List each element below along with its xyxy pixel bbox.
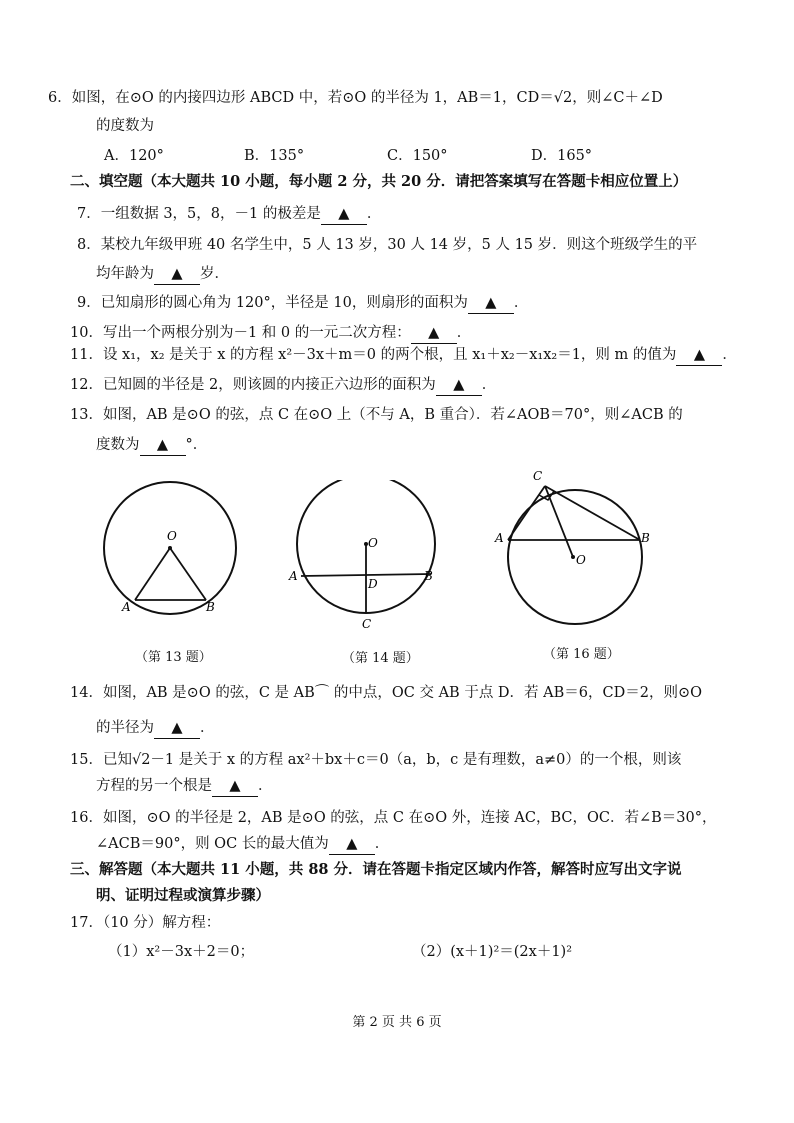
q15-line2 bbox=[96, 776, 273, 797]
q13-line1: 13．如图，AB 是⊙O 的弦，点 C 在⊙O 上（不与 A，B 重合）．若∠AOB＝70°，则∠ACB 的 bbox=[70, 407, 683, 423]
fig13-ob bbox=[170, 548, 206, 600]
fig14-caption: （第 14 题） bbox=[342, 651, 419, 666]
q14-end: ． bbox=[200, 720, 215, 736]
q11-answer-blank: ▲ bbox=[676, 345, 722, 366]
q6-option-a: A．120° bbox=[104, 148, 164, 164]
q10 bbox=[70, 323, 471, 344]
q11 bbox=[70, 345, 737, 366]
q6-option-c: C．150° bbox=[387, 148, 448, 164]
q10-answer-blank: ▲ bbox=[411, 323, 457, 344]
q13-end: °． bbox=[185, 437, 208, 453]
fig13-caption: （第 13 题） bbox=[135, 650, 212, 665]
fig13-oa bbox=[135, 548, 170, 600]
q7 bbox=[77, 204, 381, 225]
section-3-title: 三、解答题（本大题共 11 小题，共 88 分．请在答题卡指定区域内作答，解答时应写出文字说 bbox=[70, 861, 682, 878]
q17-title: 17．（10 分）解方程： bbox=[70, 915, 221, 931]
q8-line1: 8．某校九年级甲班 40 名学生中，5 人 13 岁，30 人 14 岁，5 人 15 岁．则这个班级学生的平 bbox=[77, 237, 698, 253]
q8-end: 岁． bbox=[200, 266, 229, 282]
fig16-label-b: B bbox=[641, 531, 650, 545]
q16-text: ∠ACB＝90°，则 OC 长的最大值为 bbox=[96, 836, 329, 852]
q7-answer-blank: ▲ bbox=[321, 204, 367, 225]
fig16-caption: （第 16 题） bbox=[543, 647, 620, 662]
q6-option-b: B．135° bbox=[244, 148, 305, 164]
fig14-label-d: D bbox=[368, 577, 378, 591]
fig16-label-a: A bbox=[495, 531, 504, 545]
q11-text: 11．设 x₁，x₂ 是关于 x 的方程 x²－3x＋m＝0 的两个根，且 x₁＋x₂－x₁x₂＝1，则 m 的值为 bbox=[70, 347, 677, 363]
q6-option-d: D．165° bbox=[531, 148, 593, 164]
fig14-label-a: A bbox=[289, 569, 298, 583]
fig13-label-a: A bbox=[122, 600, 131, 614]
q16-line2 bbox=[96, 834, 389, 855]
q10-end: ． bbox=[456, 325, 472, 341]
section-3-title-cont: 明、证明过程或演算步骤） bbox=[96, 887, 270, 904]
figure-16 bbox=[490, 464, 660, 634]
q9-text: 9．已知扇形的圆心角为 120°，半径是 10，则扇形的面积为 bbox=[77, 295, 468, 311]
fig14-label-c: C bbox=[362, 617, 372, 630]
q9 bbox=[77, 293, 528, 314]
q15-answer-blank: ▲ bbox=[212, 776, 258, 797]
page-footer: 第 2 页 共 6 页 bbox=[352, 1015, 442, 1030]
q13-answer-blank: ▲ bbox=[140, 435, 186, 456]
fig16-label-c: C bbox=[533, 469, 543, 483]
q12-answer-blank: ▲ bbox=[436, 375, 482, 396]
fig16-label-o: O bbox=[576, 553, 586, 567]
fig13-label-b: B bbox=[206, 600, 215, 614]
q8-text: 均年龄为 bbox=[96, 266, 154, 282]
q12 bbox=[70, 375, 496, 396]
q6-line2: 的度数为 bbox=[96, 118, 154, 134]
figure-13 bbox=[100, 478, 240, 618]
q9-answer-blank: ▲ bbox=[468, 293, 514, 314]
fig16-ac bbox=[508, 486, 545, 540]
q8-line2 bbox=[96, 264, 229, 285]
figure-14 bbox=[286, 480, 436, 630]
q15-end: ． bbox=[258, 778, 273, 794]
q8-answer-blank: ▲ bbox=[154, 264, 200, 285]
q6-line1: 6．如图，在⊙O 的内接四边形 ABCD 中，若⊙O 的半径为 1，AB＝1，CD＝√2，则∠C＋∠D bbox=[48, 90, 663, 106]
q17-part1: （1）x²－3x＋2＝0； bbox=[108, 944, 255, 960]
fig16-center-dot bbox=[571, 555, 575, 559]
fig16-oc bbox=[545, 486, 573, 557]
q16-answer-blank: ▲ bbox=[329, 834, 375, 855]
fig14-ab bbox=[301, 574, 431, 576]
q15-text: 方程的另一个根是 bbox=[96, 778, 212, 794]
q11-end: ． bbox=[722, 347, 737, 363]
q16-end: ． bbox=[374, 836, 390, 852]
q14-line2 bbox=[96, 718, 215, 739]
q14-answer-blank: ▲ bbox=[154, 718, 200, 739]
q7-end: ． bbox=[366, 206, 382, 222]
fig13-label-o: O bbox=[167, 529, 177, 543]
fig14-label-b: B bbox=[424, 569, 433, 583]
fig13-center-dot bbox=[168, 546, 172, 550]
q14-text: 的半径为 bbox=[96, 720, 154, 736]
q7-text: 7．一组数据 3，5，8，－1 的极差是 bbox=[77, 206, 321, 222]
q16-line1: 16．如图，⊙O 的半径是 2，AB 是⊙O 的弦，点 C 在⊙O 外，连接 AC，BC，OC．若∠B＝30°， bbox=[70, 810, 717, 826]
fig14-label-o: O bbox=[368, 536, 378, 550]
q15-line1: 15．已知√2－1 是关于 x 的方程 ax²＋bx＋c＝0（a，b，c 是有理数，a≠0）的一个根，则该 bbox=[70, 752, 682, 768]
q17-part2: （2）(x＋1)²＝(2x＋1)² bbox=[412, 944, 573, 960]
section-2-title: 二、填空题（本大题共 10 小题，每小题 2 分，共 20 分．请把答案填写在答题卡相应位置上） bbox=[70, 173, 688, 190]
q13-text: 度数为 bbox=[96, 437, 140, 453]
q13-line2 bbox=[96, 435, 207, 456]
q10-text: 10．写出一个两根分别为－1 和 0 的一元二次方程： bbox=[70, 325, 411, 341]
q12-text: 12．已知圆的半径是 2，则该圆的内接正六边形的面积为 bbox=[70, 377, 436, 393]
q14-line1: 14．如图，AB 是⊙O 的弦，C 是 AB⌒ 的中点，OC 交 AB 于点 D．若 AB＝6，CD＝2，则⊙O bbox=[70, 685, 702, 701]
q9-end: ． bbox=[513, 295, 529, 311]
q12-end: ． bbox=[481, 377, 497, 393]
